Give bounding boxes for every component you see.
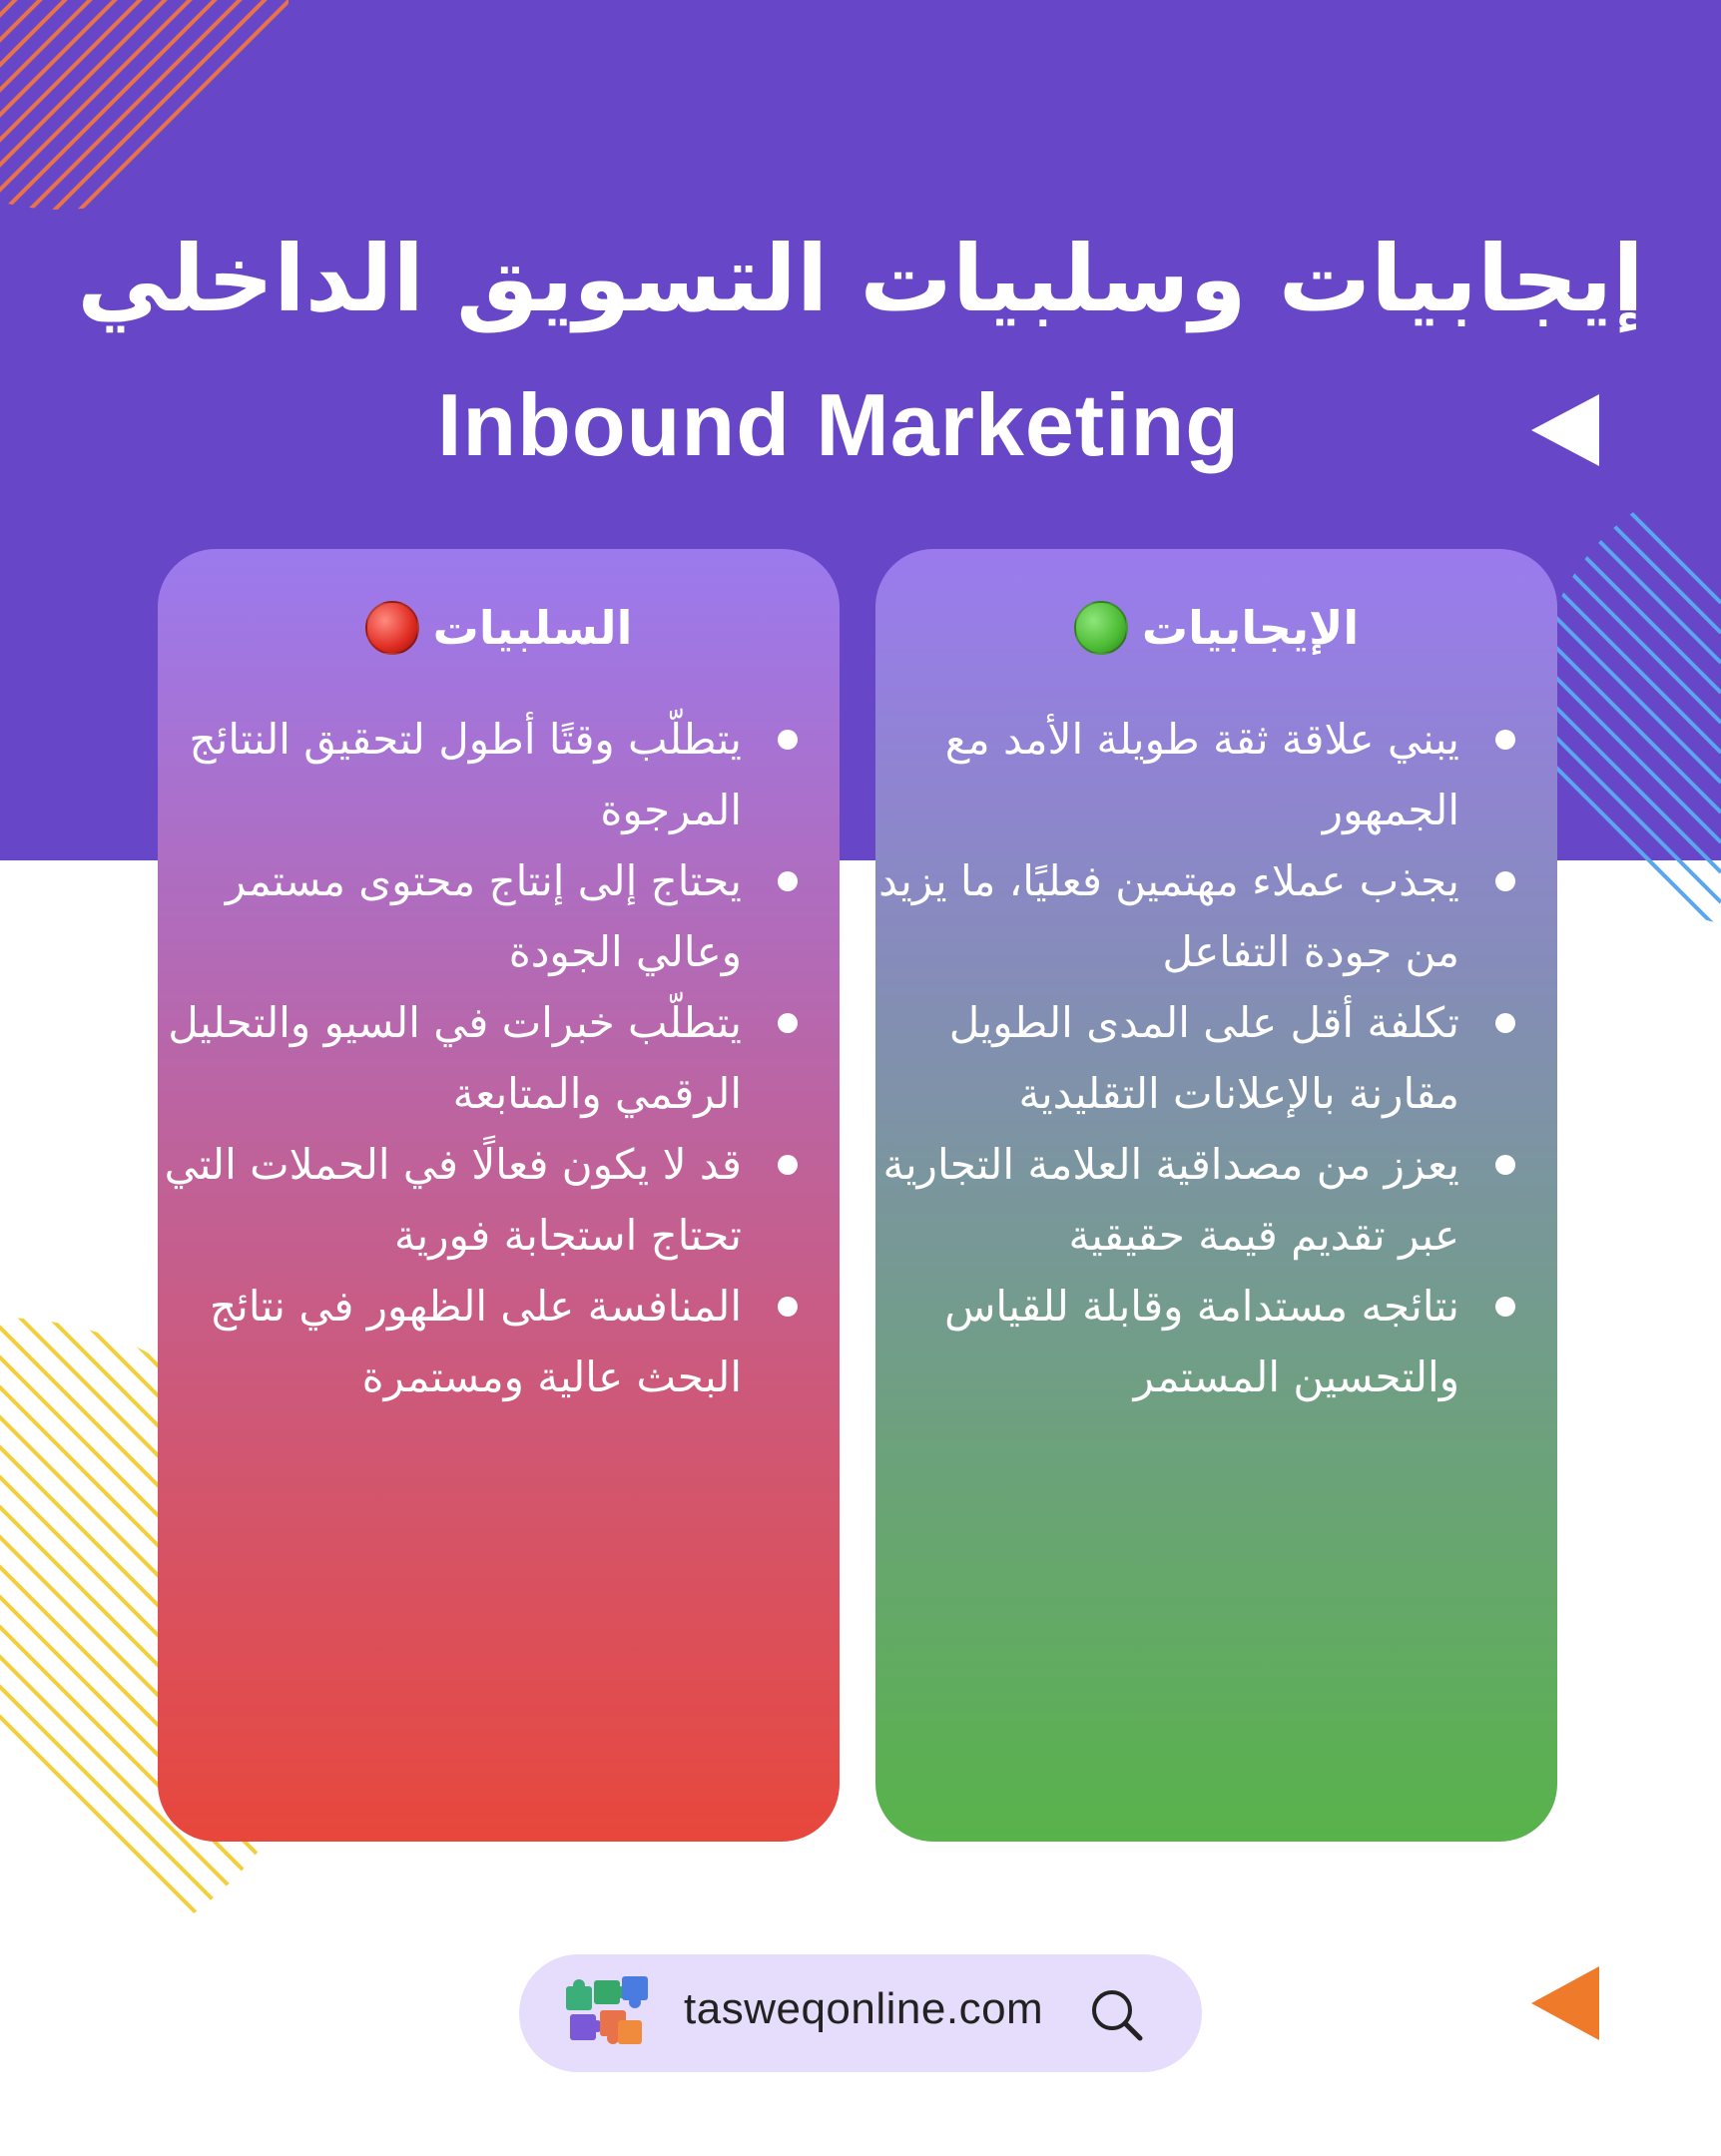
search-icon[interactable] (1088, 1986, 1148, 2046)
pros-card (875, 549, 1557, 1842)
pros-heading-label: الإيجابيات (1141, 601, 1360, 655)
decorative-stripes-right (1537, 499, 1721, 938)
list-item-text: يحتاج إلى إنتاج محتوى مستمر وعالي الجودة (225, 856, 742, 976)
triangle-arrow-icon (1531, 1966, 1599, 2040)
list-item-text: يعزز من مصداقية العلامة التجارية عبر تقديم قيمة حقيقية (882, 1140, 1459, 1260)
list-item (155, 1129, 814, 1271)
list-item (155, 845, 814, 987)
list-item-text: تكلفة أقل على المدى الطويل مقارنة بالإعلانات التقليدية (948, 998, 1459, 1118)
list-item-text: يتطلّب خبرات في السيو والتحليل الرقمي والمتابعة (168, 998, 742, 1118)
bullet-icon (778, 1013, 798, 1033)
list-item (872, 704, 1531, 845)
bullet-icon (1495, 1155, 1515, 1175)
list-item-text: يجذب عملاء مهتمين فعليًا، ما يزيد من جودة التفاعل (878, 856, 1459, 976)
list-item (872, 1129, 1531, 1271)
list-item (872, 1271, 1531, 1412)
bullet-icon (1495, 730, 1515, 750)
cons-heading-label: السلبيات (432, 601, 633, 655)
list-item (155, 1271, 814, 1412)
cons-list (155, 704, 814, 1412)
pros-heading (875, 601, 1557, 655)
green-circle-icon (1074, 601, 1128, 655)
pros-list (872, 704, 1531, 1412)
cons-card (158, 549, 840, 1842)
decorative-stripes-top-left (0, 0, 289, 215)
page-subtitle: Inbound Marketing (436, 375, 1241, 474)
list-item (155, 704, 814, 845)
cons-heading (158, 601, 840, 655)
bullet-icon (1495, 871, 1515, 891)
bullet-icon (778, 871, 798, 891)
list-item (872, 845, 1531, 987)
bullet-icon (778, 1297, 798, 1317)
bullet-icon (1495, 1297, 1515, 1317)
triangle-arrow-icon (1531, 394, 1599, 466)
website-url[interactable]: tasweqonline.com (684, 1984, 1044, 2033)
list-item (155, 987, 814, 1129)
bullet-icon (1495, 1013, 1515, 1033)
red-circle-icon (365, 601, 419, 655)
list-item (872, 987, 1531, 1129)
bullet-icon (778, 730, 798, 750)
list-item-text: نتائجه مستدامة وقابلة للقياس والتحسين المستمر (944, 1282, 1459, 1401)
page-title: إيجابيات وسلبيات التسويق الداخلي (77, 226, 1644, 332)
list-item-text: المنافسة على الظهور في نتائج البحث عالية ومستمرة (210, 1282, 742, 1401)
list-item-text: يتطلّب وقتًا أطول لتحقيق النتائج المرجوة (189, 715, 742, 834)
list-item-text: يبني علاقة ثقة طويلة الأمد مع الجمهور (944, 715, 1459, 834)
puzzle-logo-icon (564, 1974, 654, 2052)
list-item-text: قد لا يكون فعالًا في الحملات التي تحتاج استجابة فورية (164, 1140, 742, 1260)
bullet-icon (778, 1155, 798, 1175)
